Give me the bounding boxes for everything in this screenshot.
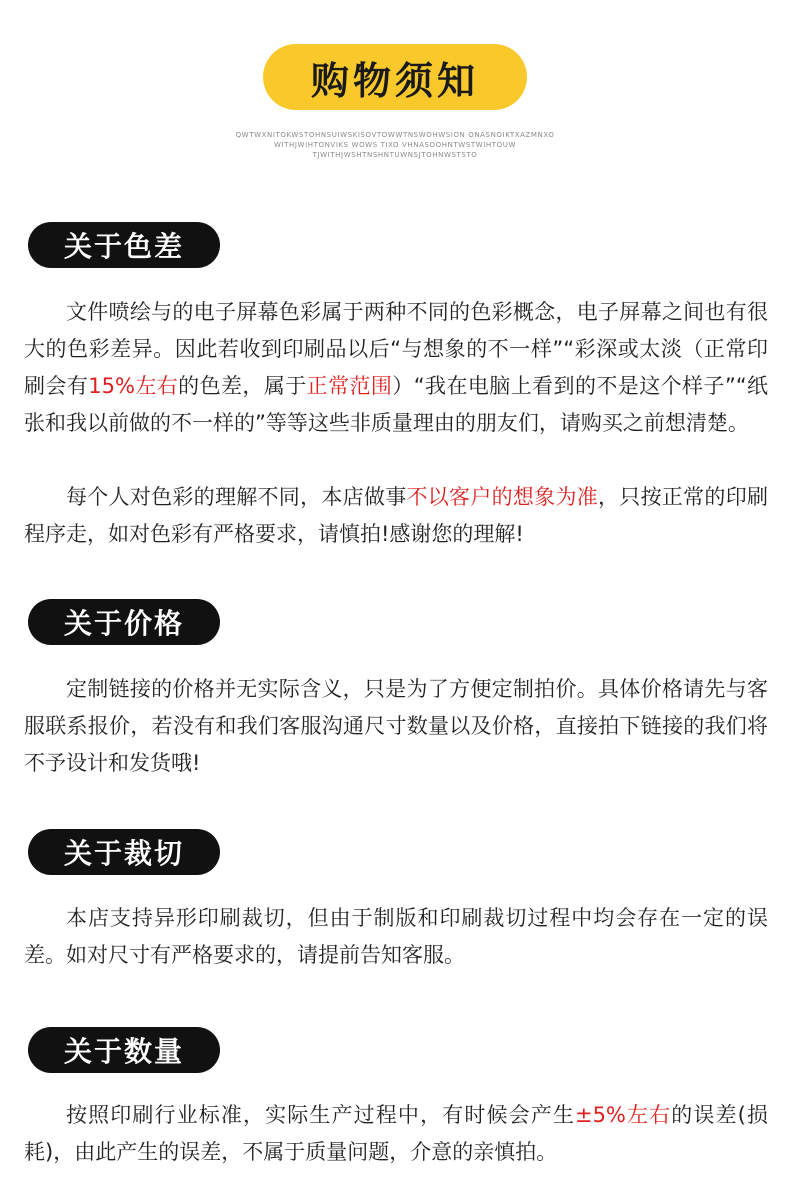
highlighted-text: 正常范围 xyxy=(306,374,393,398)
decorative-text-line: WITHJWIHTONVIKS WOWS TIXO VHNASOOHNTWSTWIHTOUW xyxy=(273,141,517,149)
paragraph xyxy=(24,479,768,553)
section-heading-cutting xyxy=(28,829,220,875)
paragraph-text: 按照印刷行业标准，实际生产过程中，有时候会产生 xyxy=(66,1103,575,1127)
paragraph-text: 本店支持异形印刷裁切，但由于制版和印刷裁切过程中均会存在一定的误差。如对尺寸有严格要求的，请提前告知客服。 xyxy=(24,906,768,967)
paragraph-text: 的误差(损耗)，由此产生的误差，不属于质量问题，介意的亲慎拍。 xyxy=(24,1103,768,1164)
page-title: 购物须知 xyxy=(310,58,479,103)
paragraph-text: 文件喷绘与的电子屏幕色彩属于两种不同的色彩概念，电子屏幕之间也有很大的色彩差异。因此若收到印刷品以后“与想象的不一样”“彩深或太淡（正常印刷会有 xyxy=(24,300,768,398)
decorative-text-line: QWTWXNITOKWSTOHNSUIWSKISOVTOWWTNSWOHWSION ONASNOIKTXAZMNXO xyxy=(235,131,555,139)
section-heading-label: 关于裁切 xyxy=(63,837,184,870)
section-heading-label: 关于色差 xyxy=(63,230,184,263)
section-heading-label: 关于数量 xyxy=(63,1035,184,1068)
paragraph-text: 的色差，属于 xyxy=(178,374,307,398)
highlighted-text: 15%左右 xyxy=(88,374,179,398)
highlighted-text: 不以客户的想象为准 xyxy=(406,485,599,509)
section-heading-color-difference xyxy=(28,222,220,268)
decorative-text-block xyxy=(0,130,790,160)
highlighted-text: ±5%左右 xyxy=(574,1103,672,1127)
decorative-text-line: TJWITHJWSHTNSHNTUWNSJTOHNWSTSTO xyxy=(312,151,478,159)
paragraph-text: 定制链接的价格并无实际含义，只是为了方便定制拍价。具体价格请先与客服联系报价，若没有和我们客服沟通尺寸数量以及价格，直接拍下链接的我们将不予设计和发货哦! xyxy=(24,677,768,775)
paragraph-text: ，只按正常的印刷程序走，如对色彩有严格要求，请慎拍!感谢您的理解! xyxy=(24,485,768,546)
section-heading-label: 关于价格 xyxy=(63,607,184,640)
paragraph xyxy=(24,671,768,782)
paragraph-text: 每个人对色彩的理解不同，本店做事 xyxy=(66,485,407,509)
paragraph xyxy=(24,1097,768,1171)
paragraph xyxy=(24,294,768,442)
title-pill xyxy=(263,44,527,110)
section-heading-quantity xyxy=(28,1027,220,1073)
paragraph xyxy=(24,900,768,974)
section-heading-price xyxy=(28,599,220,645)
paragraph-text: ）“我在电脑上看到的不是这个样子”“纸张和我以前做的不一样的”等等这些非质量理由的朋友们，请购买之前想清楚。 xyxy=(24,374,769,435)
